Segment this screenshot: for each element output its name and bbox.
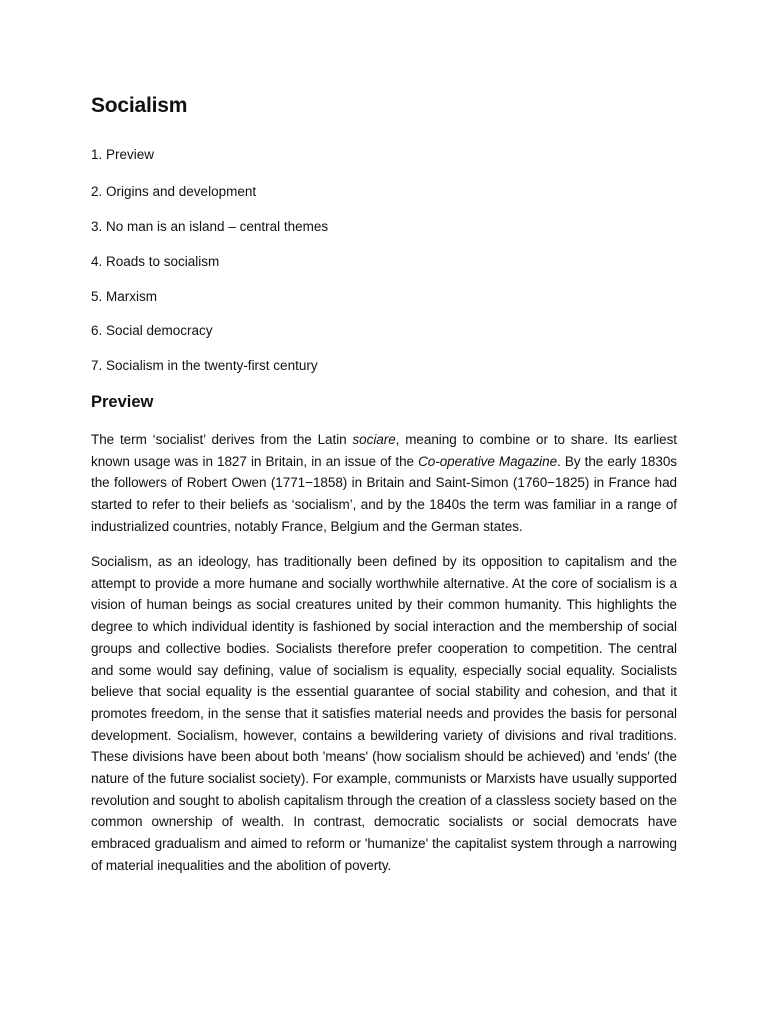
paragraph-origin-of-term	[91, 429, 677, 538]
toc-item-twenty-first-century: 7. Socialism in the twenty-first century	[91, 358, 318, 373]
latin-term: sociare	[352, 432, 396, 447]
paragraph-text: . By the early 1830s the followers of Robert Owen (1771−1858) in Britain and Saint-Simon (1760−1825) in France had started to refer to their beliefs as ‘socialism’, and by the 1840s the term was familiar in a range of industrialized countries, notably France, Belgium and the German states.	[91, 453, 677, 534]
toc-item-marxism: 5. Marxism	[91, 289, 158, 304]
toc-item-central-themes: 3. No man is an island – central themes	[91, 219, 329, 234]
section-heading-preview: Preview	[91, 393, 154, 411]
document-title: Socialism	[91, 94, 188, 117]
magazine-title: Co-operative Magazine	[418, 453, 558, 469]
paragraph-text: , meaning to combine or to share. Its earliest known usage was in 1827 in Britain, in an issue of the	[91, 432, 677, 469]
toc-item-social-democracy: 6. Social democracy	[91, 323, 213, 338]
toc-item-origins: 2. Origins and development	[91, 184, 257, 199]
paragraph-text: The term ‘socialist’ derives from the Latin	[91, 432, 353, 447]
toc-item-roads: 4. Roads to socialism	[91, 254, 220, 269]
toc-item-preview: 1. Preview	[91, 147, 155, 162]
paragraph-ideology-definition: Socialism, as an ideology, has traditionally been defined by its opposition to capitalism and the attempt to provide a more humane and socially worthwhile alternative. At the core of socialism is a vision of human beings as social creatures united by their common humanity. This highlights the degree to which individual identity is fashioned by social interaction and the membership of social groups and collective bodies. Socialists therefore prefer cooperation to competition. The central and some would say defining, value of socialism is equality, especially social equality. Socialists believe that social equality is the essential guarantee of social stability and cohesion, and that it promotes freedom, in the sense that it satisfies material needs and provides the basis for personal development. Socialism, however, contains a bewildering variety of divisions and rival traditions. These divisions have been about both 'means' (how socialism should be achieved) and 'ends' (the nature of the future socialist society). For example, communists or Marxists have usually supported revolution and sought to abolish capitalism through the creation of a classless society based on the common ownership of wealth. In contrast, democratic socialists or social democrats have embraced gradualism and aimed to reform or 'humanize' the capitalist system through a narrowing of material inequalities and the abolition of poverty.	[91, 554, 677, 873]
